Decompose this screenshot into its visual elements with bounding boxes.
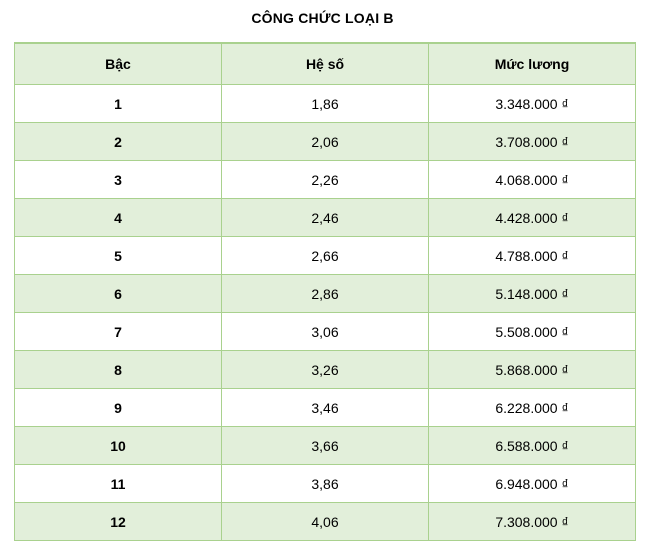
page-title: CÔNG CHỨC LOẠI B	[251, 10, 394, 26]
table-row	[15, 123, 636, 161]
level-cell: 4	[15, 199, 222, 237]
level-cell: 10	[15, 427, 222, 465]
column-header-level: Bậc	[15, 43, 222, 85]
table-row	[15, 389, 636, 427]
level-cell: 6	[15, 275, 222, 313]
coefficient-cell: 2,66	[222, 237, 429, 275]
level-cell: 7	[15, 313, 222, 351]
table-row	[15, 313, 636, 351]
coefficient-cell: 2,06	[222, 123, 429, 161]
salary-cell: 7.308.000 ₫	[429, 503, 636, 541]
salary-cell: 5.148.000 ₫	[429, 275, 636, 313]
level-cell: 5	[15, 237, 222, 275]
table-row	[15, 275, 636, 313]
level-cell: 2	[15, 123, 222, 161]
coefficient-cell: 3,46	[222, 389, 429, 427]
level-cell: 9	[15, 389, 222, 427]
salary-cell: 4.788.000 ₫	[429, 237, 636, 275]
coefficient-cell: 1,86	[222, 85, 429, 123]
level-cell: 12	[15, 503, 222, 541]
salary-cell: 4.068.000 ₫	[429, 161, 636, 199]
level-cell: 1	[15, 85, 222, 123]
column-header-coefficient: Hệ số	[222, 43, 429, 85]
salary-cell: 6.948.000 ₫	[429, 465, 636, 503]
salary-table	[14, 42, 636, 541]
table-row	[15, 503, 636, 541]
table-header-row	[15, 43, 636, 85]
coefficient-cell: 2,46	[222, 199, 429, 237]
table-row	[15, 237, 636, 275]
salary-cell: 4.428.000 ₫	[429, 199, 636, 237]
table-row	[15, 427, 636, 465]
level-cell: 8	[15, 351, 222, 389]
salary-cell: 6.588.000 ₫	[429, 427, 636, 465]
coefficient-cell: 2,26	[222, 161, 429, 199]
salary-cell: 6.228.000 ₫	[429, 389, 636, 427]
salary-cell: 5.868.000 ₫	[429, 351, 636, 389]
table-row	[15, 85, 636, 123]
table-row	[15, 199, 636, 237]
coefficient-cell: 4,06	[222, 503, 429, 541]
coefficient-cell: 3,06	[222, 313, 429, 351]
coefficient-cell: 3,66	[222, 427, 429, 465]
salary-cell: 5.508.000 ₫	[429, 313, 636, 351]
coefficient-cell: 3,86	[222, 465, 429, 503]
coefficient-cell: 3,26	[222, 351, 429, 389]
table-row	[15, 351, 636, 389]
coefficient-cell: 2,86	[222, 275, 429, 313]
level-cell: 11	[15, 465, 222, 503]
salary-cell: 3.708.000 ₫	[429, 123, 636, 161]
level-cell: 3	[15, 161, 222, 199]
table-row	[15, 465, 636, 503]
salary-cell: 3.348.000 ₫	[429, 85, 636, 123]
table-row	[15, 161, 636, 199]
column-header-salary: Mức lương	[429, 43, 636, 85]
